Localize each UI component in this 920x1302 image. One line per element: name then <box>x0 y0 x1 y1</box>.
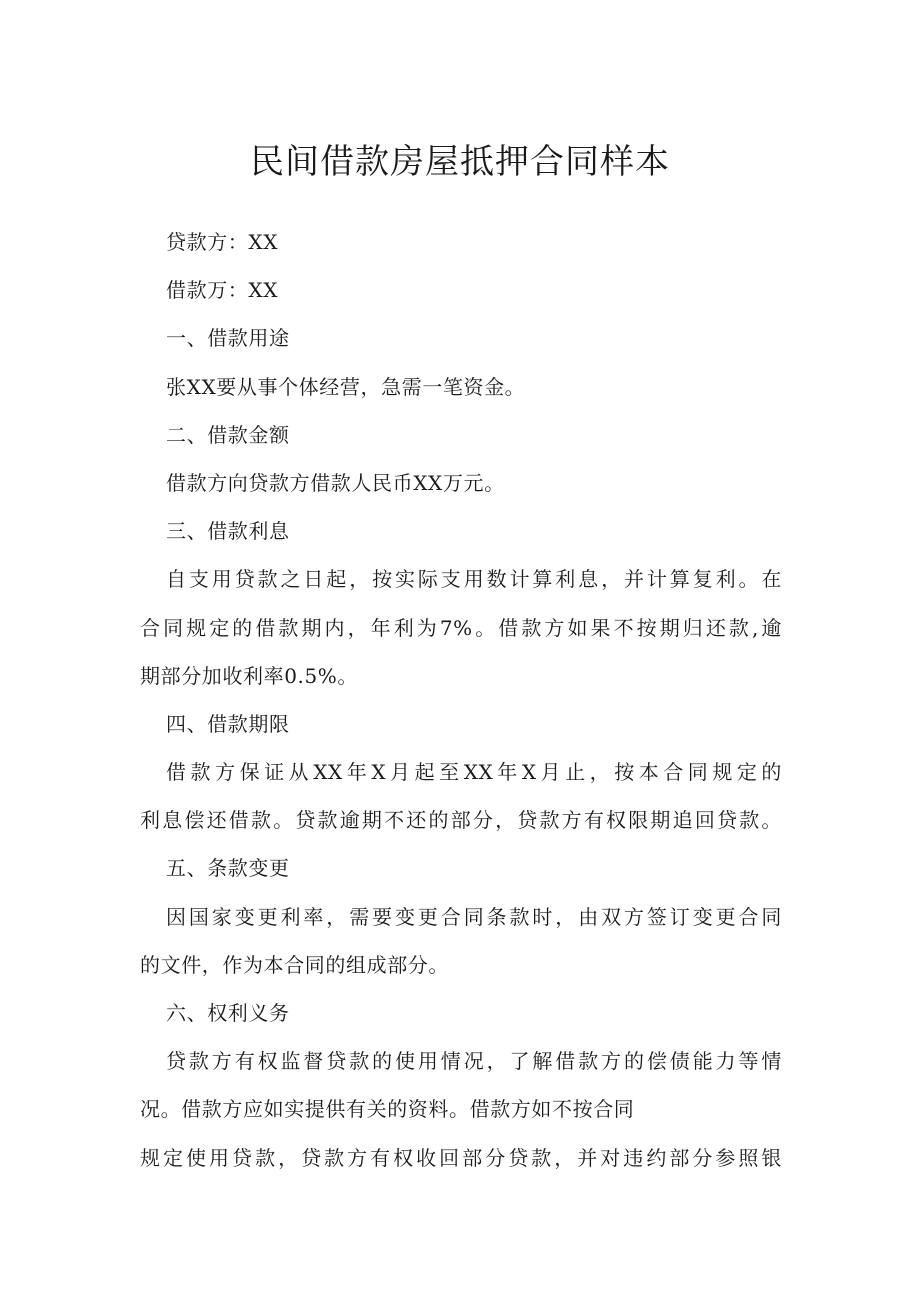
document-title: 民间借款房屋抵押合同样本 <box>250 142 670 182</box>
section-heading-purpose: 一、借款用途 <box>166 326 290 351</box>
section-heading-term: 四、借款期限 <box>166 711 290 736</box>
section-heading-changes: 五、条款变更 <box>166 856 290 881</box>
paragraph-line: 因国家变更利率，需要变更合同条款时，由双方签订变更合同 <box>166 904 782 929</box>
paragraph-line: 合同规定的借款期内，年利为7%。借款方如果不按期归还款,逾 <box>140 615 782 640</box>
paragraph-line: 况。借款方应如实提供有关的资料。借款方如不按合同 <box>140 1097 635 1122</box>
paragraph-line: 张XX要从事个体经营，急需一笔资金。 <box>166 374 526 399</box>
lender-line: 贷款方：XX <box>166 230 279 254</box>
paragraph-line: 自支用贷款之日起，按实际支用数计算利息，并计算复利。在 <box>166 567 782 592</box>
section-heading-interest: 三、借款利息 <box>166 519 290 544</box>
paragraph-line: 借款方保证从XX年X月起至XX年X月止，按本合同规定的 <box>166 760 782 785</box>
paragraph-line: 规定使用贷款，贷款方有权收回部分贷款，并对违约部分参照银 <box>140 1145 782 1170</box>
paragraph-line: 利息偿还借款。贷款逾期不还的部分，贷款方有权限期追回贷款。 <box>140 808 782 833</box>
paragraph-line: 期部分加收利率0.5%。 <box>140 663 359 688</box>
section-heading-rights: 六、权利义务 <box>166 1001 290 1025</box>
paragraph-line: 的文件，作为本合同的组成部分。 <box>140 952 449 977</box>
document-body <box>140 218 782 1182</box>
paragraph-line: 贷款方有权监督贷款的使用情况，了解借款方的偿债能力等情 <box>166 1049 782 1074</box>
borrower-line: 借款万：XX <box>166 278 279 303</box>
paragraph-line: 借款方向贷款方借款人民币XX万元。 <box>166 470 505 495</box>
section-heading-amount: 二、借款金额 <box>166 422 290 447</box>
